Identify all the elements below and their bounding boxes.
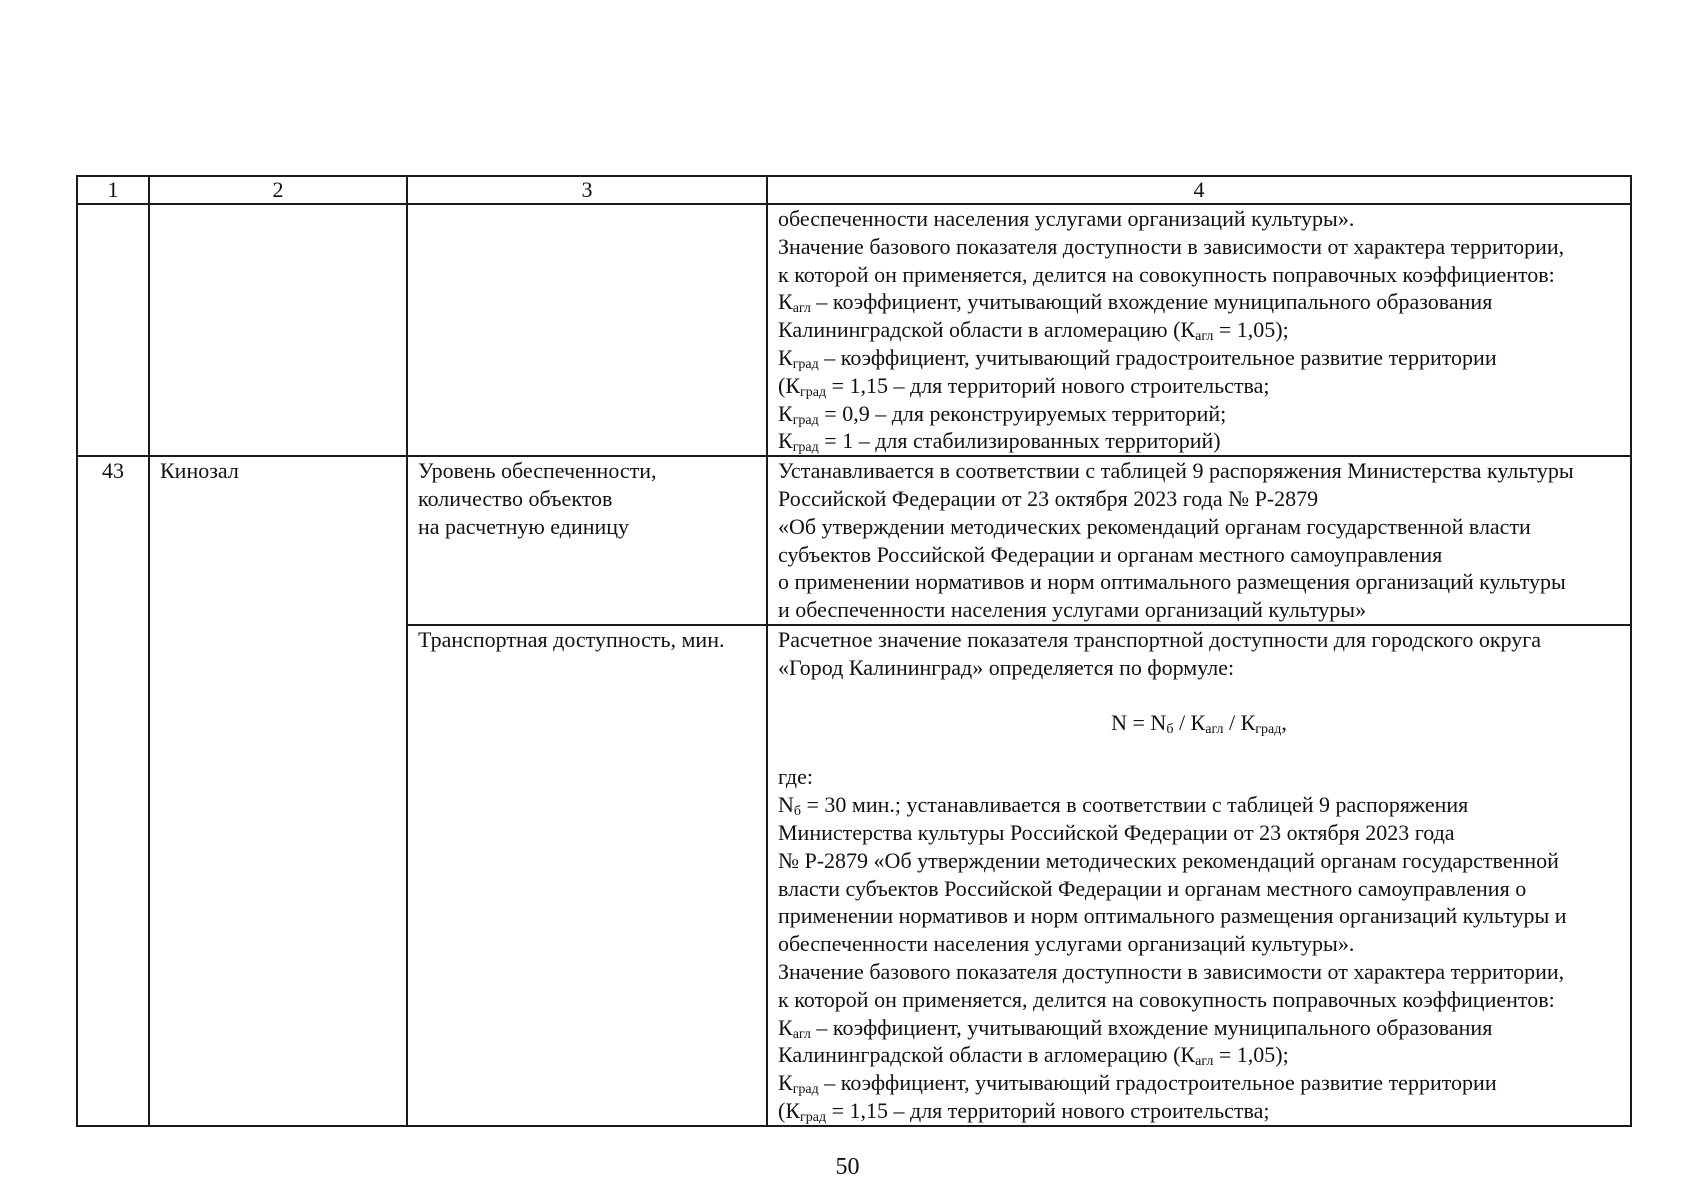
table-header-row (77, 176, 1631, 204)
text-line: Расчетное значение показателя транспортной доступности для городского округа (778, 626, 1542, 652)
text-line: Калининградской области в агломерацию $(К_{агл} = 1,05)$; (778, 1042, 1289, 1070)
norms-table (76, 175, 1632, 1127)
header-cell-3: 3 (407, 176, 767, 204)
text-line: к которой он применяется, делится на совокупность поправочных коэффициентов: (778, 261, 1555, 287)
facility-name: Кинозал (149, 456, 407, 1126)
text-line: Российской Федерации от 23 октября 2023 года № Р-2879 (778, 485, 1319, 511)
text-line: применении нормативов и норм оптимального размещения организаций культуры и (778, 903, 1567, 929)
header-cell-4: 4 (767, 176, 1631, 204)
text-line: Значение базового показателя доступности в зависимости от характера территории, (778, 958, 1565, 984)
text-line: субъектов Российской Федерации и органам местного самоуправления (778, 541, 1443, 567)
continuation-row (77, 204, 1631, 456)
text-line: Министерства культуры Российской Федерации от 23 октября 2023 года (778, 819, 1455, 845)
text-line: $К_{агл}$ – коэффициент, учитывающий вхождение муниципального образования (778, 1014, 1493, 1042)
formula: $N = N_б / К_{агл} / К_{град}$, (1111, 709, 1287, 737)
text-line: к которой он применяется, делится на совокупность поправочных коэффициентов: (778, 986, 1555, 1012)
text-line: обеспеченности населения услугами организаций культуры». (778, 206, 1355, 231)
text-line: Калининградской области в агломерацию $(К_{агл} = 1,05)$; (778, 317, 1289, 345)
text-line: № Р-2879 «Об утверждении методических рекомендаций органам государственной (778, 847, 1559, 873)
text-line: ($К_{град} = 1,15$ – для территорий нового строительства; (778, 372, 1270, 400)
row-43-a (77, 456, 1631, 625)
text-line: Значение базового показателя доступности в зависимости от характера территории, (778, 233, 1565, 259)
text-line: где: (778, 764, 813, 790)
indicator-provision (407, 456, 767, 625)
text-line: «Город Калининград» определяется по формуле: (778, 654, 1235, 680)
header-cell-1: 1 (77, 176, 149, 204)
text-line: на расчетную единицу (418, 513, 630, 539)
continuation-cell (767, 204, 1631, 456)
text-line: и обеспеченности населения услугами организаций культуры» (778, 597, 1367, 623)
text-line: власти субъектов Российской Федерации и органам местного самоуправления о (778, 875, 1527, 901)
text-line: $К_{град}$ – коэффициент, учитывающий градостроительное развитие территории (778, 1070, 1497, 1098)
page-number: 50 (835, 1154, 860, 1180)
text-line: $К_{град}$ – коэффициент, учитывающий градостроительное развитие территории (778, 344, 1497, 372)
text-line: $К_{агл}$ – коэффициент, учитывающий вхождение муниципального образования (778, 289, 1493, 317)
text-line: обеспеченности населения услугами организаций культуры». (778, 931, 1355, 957)
text-line: Устанавливается в соответствии с таблицей 9 распоряжения Министерства культуры (778, 458, 1574, 484)
row-number: 43 (77, 456, 149, 1126)
header-cell-2: 2 (149, 176, 407, 204)
text-line: о применении нормативов и норм оптимального размещения организаций культуры (778, 569, 1566, 595)
text-line: «Об утверждении методических рекомендаций органам государственной власти (778, 513, 1531, 539)
value-transport (767, 625, 1631, 1126)
text-line: $К_{град} = 1$ – для стабилизированных территорий) (778, 428, 1221, 456)
text-line: $N_б = 30$ мин.; устанавливается в соответствии с таблицей 9 распоряжения (778, 792, 1469, 820)
text-line: ($К_{град} = 1,15$ – для территорий нового строительства; (778, 1097, 1270, 1125)
text-line: Уровень обеспеченности, (418, 458, 657, 484)
indicator-transport: Транспортная доступность, мин. (407, 625, 767, 1126)
value-provision (767, 456, 1631, 625)
text-line: количество объектов (418, 485, 613, 511)
text-line: $К_{град} = 0,9$ – для реконструируемых территорий; (778, 400, 1227, 428)
